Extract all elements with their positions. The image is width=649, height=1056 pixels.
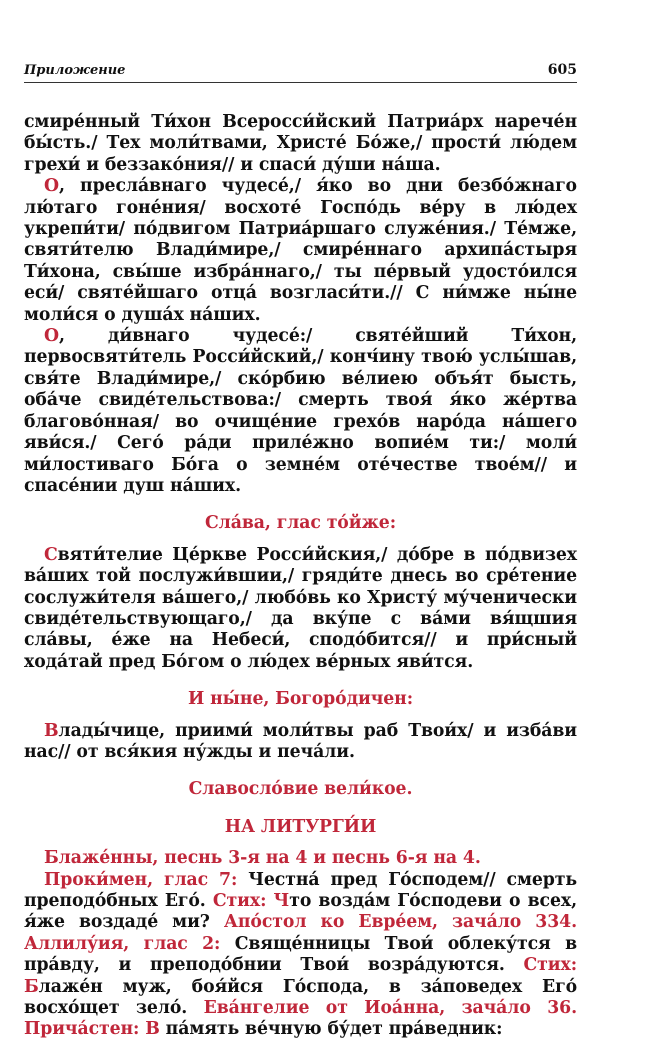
paragraph-propers	[24, 870, 577, 1041]
paragraph-2	[24, 176, 577, 326]
beatitudes-text: Блаже́нны, песнь 3-я на 4 и песнь 6-я на 4.	[44, 848, 481, 869]
rubric-gospel-communion: Ева́нгелие от Иоа́нна, зача́ло 36. Прича́стен: В	[24, 998, 577, 1040]
prokeimenon-text: Честна́ пред Го́сподем// смерть преподо́бных Его́.	[24, 869, 577, 911]
rubric-prokeimenon: Проки́мен, глас 7:	[44, 869, 249, 890]
paragraph-3	[24, 326, 577, 497]
rubric-heading-doxology: Славосло́вие вели́кое.	[188, 779, 413, 800]
page-number: 605	[547, 62, 577, 78]
paragraph-5	[24, 721, 577, 764]
running-title: Приложение	[24, 63, 126, 78]
communion-text: па́мять ве́чную бу́дет пра́ведник:	[165, 1019, 503, 1040]
paragraph-2-text: , пресла́внаго чудесе́,/ я́ко во дни безбо́жнаго лю́таго гоне́ния/ восхоте́ Госпо́дь ве́ру в лю́дех укрепи́ти/ по́двигом Патриа́ршаго служе́ния./ Те́мже, святи́телю Влади́мире,/ смире́ннаго архипа́стыря Ти́хона, свы́ше избра́ннаго,/ ты пе́рвый удосто́ился еси́/ святе́йшаго отца́ возгласи́ти.// С ни́мже ны́не моли́ся о душа́х на́ших.	[24, 176, 577, 325]
section-heading-liturgy: НА ЛИТУРГИ́И	[224, 816, 377, 837]
verse-2-text: лаже́н муж, боя́йся Го́спода, в за́поведех Его́ восхо́щет зело́.	[24, 976, 577, 1019]
rubric-beatitudes	[24, 848, 577, 869]
paragraph-3-text: , ди́внаго чудесе́:/ святе́йший Ти́хон, первосвяти́тель Росси́йский,/ конч́ину твою́ услы́шав, свя́те Влади́мире,/ ско́рбию ве́лиею объя́т бысть, оба́че свиде́тельствова:/ смерть твоя́ я́ко же́ртва благово́нная/ во очище́ние грехо́в наро́да на́шего яви́ся./ Сего́ ра́ди приле́жно вопие́м ти:/ моли́ ми́лостиваго Бо́га о земне́м оте́честве твое́м// и спасе́нии душ на́ших.	[24, 326, 577, 496]
red-initial: В	[44, 720, 59, 741]
paragraph-5-text: лады́чице, приими́ моли́твы раб Твои́х/ и изба́ви нас// от вся́кия ну́жды и печа́ли.	[24, 720, 577, 762]
verse-1-text: то возда́м Го́сподеви о всех, я́же воздаде́ ми?	[24, 891, 577, 933]
paragraph-4-text: вяти́телие Це́ркве Росси́йския,/ до́бре в по́двизех ва́ших той послужи́вшии,/ гряди́те днесь во сре́тение сослужи́теля ва́шего,/ любо́вь ко Христу́ му́ченически свиде́тельствующаго,/ да вку́пе с ва́ми вя́щшия сла́вы, е́же на Небеси́, сподо́бится// и при́сный хода́тай пред Бо́гом о лю́дех ве́рных яви́тся.	[24, 544, 577, 672]
page-header	[24, 62, 577, 83]
rubric-verse-2: Стих: Б	[24, 955, 577, 997]
paragraph-4	[24, 545, 577, 673]
page-body	[24, 112, 577, 1041]
paragraph-1	[24, 112, 577, 176]
paragraph-1-text: смире́нный Ти́хон Всеросси́йский Патриа́рх нарече́н бы́сть./ Тех моли́твами, Христе́ Бо́же,/ прости́ лю́дем грехи́ и беззако́ния// и спаси́ ду́ши на́ша.	[24, 112, 577, 175]
rubric-heading-theotokion: И ны́не, Богоро́дичен:	[187, 689, 414, 710]
alleluia-text: Свяще́нницы Твои́ облеку́тся в пра́вду, и преподо́бнии Твои́ возра́дуются.	[24, 933, 577, 976]
rubric-verse-1: Стих: Ч	[212, 891, 290, 911]
red-initial: С	[44, 544, 58, 565]
rubric-apostle-alleluia: Апо́стол ко Евре́ем, зача́ло 334. Аллилу́ия, глас 2:	[24, 912, 577, 954]
rubric-heading-glory: Сла́ва, глас то́йже:	[205, 513, 396, 534]
red-initial: О	[44, 176, 59, 197]
red-initial: О	[44, 326, 59, 347]
